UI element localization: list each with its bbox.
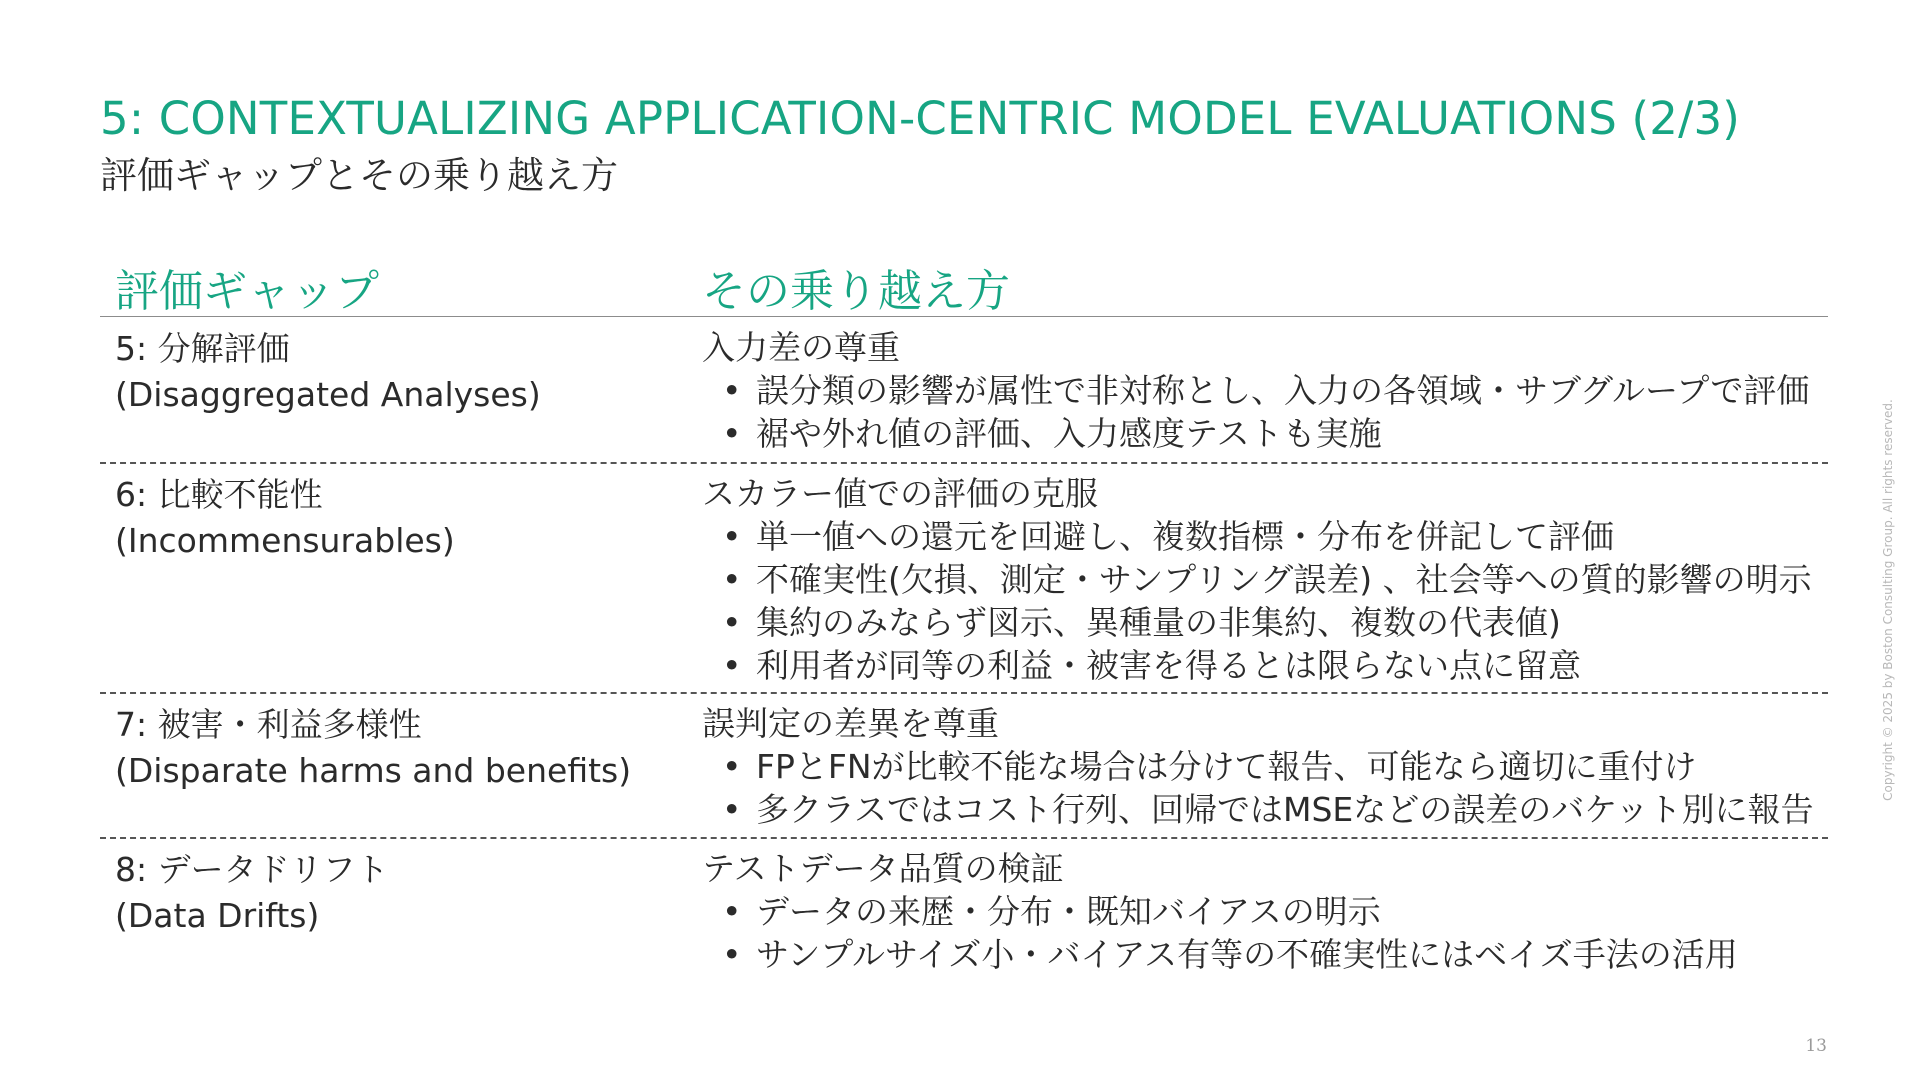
gap-number: 8: データドリフト: [115, 850, 389, 889]
column-header-fix: その乗り越え方: [702, 266, 1010, 317]
bullet-item: • データの来歴・分布・既知バイアスの明示: [702, 890, 1738, 933]
copyright-notice: Copyright © 2025 by Boston Consulting Group. All rights reserved.: [1881, 399, 1895, 801]
fix-title: テストデータ品質の検証: [702, 849, 1064, 888]
gap-cell: [115, 472, 455, 564]
bullet-item: • 不確実性(欠損、測定・サンプリング誤差) 、社会等への質的影響の明示: [702, 558, 1812, 601]
bullet-item: • 単一値への還元を回避し、複数指標・分布を併記して評価: [702, 515, 1812, 558]
gap-english: (Disparate harms and benefits): [115, 751, 632, 790]
gap-number: 6: 比較不能性: [115, 475, 323, 514]
bullet-item: • 裾や外れ値の評価、入力感度テストも実施: [702, 412, 1809, 455]
gap-cell: [115, 847, 389, 939]
fix-title: スカラー値での評価の克服: [702, 474, 1098, 513]
fix-title: 誤判定の差異を尊重: [702, 704, 999, 743]
gap-cell: [115, 702, 631, 794]
bullet-list: [702, 369, 1809, 455]
gap-english: (Data Drifts): [115, 896, 320, 935]
table-row-6: [100, 462, 1828, 694]
fix-cell: [702, 472, 1812, 687]
fix-title: 入力差の尊重: [702, 328, 900, 367]
slide-title: 5: CONTEXTUALIZING APPLICATION-CENTRIC MODEL EVALUATIONS (2/3): [100, 92, 1741, 145]
bullet-item: • FPとFNが比較不能な場合は分けて報告、可能なら適切に重付け: [702, 745, 1814, 788]
fix-cell: [702, 326, 1809, 455]
gap-cell: [115, 326, 541, 418]
table-row-7: [100, 692, 1828, 839]
column-header-gap: 評価ギャップ: [115, 266, 379, 317]
fix-cell: [702, 702, 1814, 831]
table-row-5: [100, 318, 1828, 461]
bullet-list: [702, 515, 1812, 687]
bullet-list: [702, 890, 1738, 976]
header-divider: [100, 316, 1828, 317]
fix-cell: [702, 847, 1738, 976]
table-row-8: [100, 837, 1828, 989]
bullet-list: [702, 745, 1814, 831]
gap-english: (Disaggregated Analyses): [115, 375, 541, 414]
gap-number: 7: 被害・利益多様性: [115, 705, 422, 744]
bullet-item: • 集約のみならず図示、異種量の非集約、複数の代表値): [702, 601, 1812, 644]
page-number: 13: [1805, 1036, 1827, 1056]
bullet-item: • サンプルサイズ小・バイアス有等の不確実性にはベイズ手法の活用: [702, 933, 1738, 976]
bullet-item: • 利用者が同等の利益・被害を得るとは限らない点に留意: [702, 644, 1812, 687]
gap-english: (Incommensurables): [115, 521, 455, 560]
gap-number: 5: 分解評価: [115, 329, 290, 368]
bullet-item: • 誤分類の影響が属性で非対称とし、入力の各領域・サブグループで評価: [702, 369, 1809, 412]
slide-subtitle: 評価ギャップとその乗り越え方: [100, 154, 618, 197]
bullet-item: • 多クラスではコスト行列、回帰ではMSEなどの誤差のバケット別に報告: [702, 788, 1814, 831]
